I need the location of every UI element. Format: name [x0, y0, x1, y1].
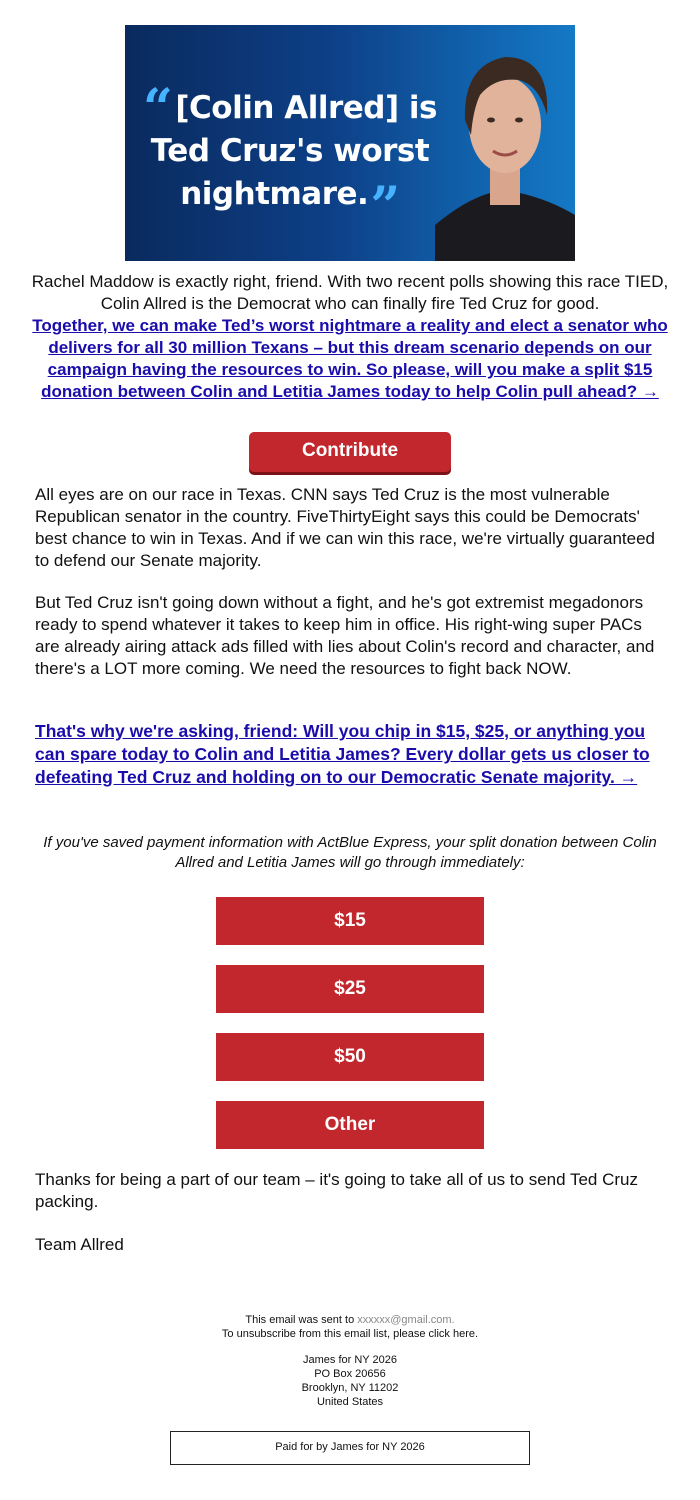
intro-section [30, 271, 670, 403]
intro-text: Rachel Maddow is exactly right, friend. With two recent polls showing this race TIED, Colin Allred is the Democrat who can finally fire Ted Cruz for good. [31, 272, 669, 313]
closing-signoff: Team Allred [35, 1235, 124, 1254]
recipient-email: xxxxxx@gmail.com. [357, 1314, 455, 1326]
paid-for-box: Paid for by James for NY 2026 [170, 1431, 530, 1465]
chip-in-link[interactable]: That's why we're asking, friend: Will you chip in $15, $25, or anything you can spare today to Colin and Letitia James? Every dollar gets us closer to defeating Ted Cruz and holding on to our Democratic Senate majority. → [35, 721, 650, 787]
address-line-2: Brooklyn, NY 11202 [301, 1382, 399, 1394]
hero-quote-line1: [Colin Allred] is [175, 90, 438, 126]
address-line-1: PO Box 20656 [314, 1368, 386, 1380]
unsubscribe-link[interactable]: To unsubscribe from this email list, please click here. [221, 1328, 479, 1340]
footer-address [0, 1353, 700, 1409]
close-quote-mark: ” [370, 176, 400, 237]
org-name: James for NY 2026 [303, 1354, 397, 1366]
address-country: United States [316, 1396, 384, 1408]
donate-25-button[interactable]: $25 [216, 965, 484, 1013]
donate-50-button[interactable]: $50 [216, 1033, 484, 1081]
sent-to-line [0, 1313, 700, 1327]
sent-to-prefix: This email was sent to [245, 1314, 358, 1326]
actblue-express-note: If you've saved payment information with ActBlue Express, your split donation between Colin Allred and Letitia James will go through immediately: [43, 834, 657, 871]
body-paragraph-3 [35, 720, 667, 789]
closing-thanks: Thanks for being a part of our team – it's going to take all of us to send Ted Cruz packing. [35, 1170, 638, 1211]
hero-quote [125, 78, 455, 237]
speaker-portrait [435, 25, 575, 261]
hero-quote-line3: nightmare. [180, 176, 369, 212]
donate-other-button[interactable]: Other [216, 1101, 484, 1149]
footer-notice [0, 1313, 700, 1341]
hero-image[interactable] [125, 25, 575, 261]
donate-15-button[interactable]: $15 [216, 897, 484, 945]
intro-donate-link[interactable]: Together, we can make Ted’s worst nightmare a reality and elect a senator who delivers for all 30 million Texans – but this dream scenario depends on our campaign having the resources to win. So please, will you make a split $15 donation between Colin and Letitia James today to help Colin pull ahead? → [32, 316, 668, 401]
hero-quote-line2: Ted Cruz's worst [150, 133, 430, 169]
contribute-button[interactable]: Contribute [249, 432, 451, 472]
body-paragraph-1: All eyes are on our race in Texas. CNN says Ted Cruz is the most vulnerable Republican senator in the country. FiveThirtyEight says this could be Democrats' best chance to win in Texas. And if we can win this race, we're virtually guaranteed to defend our Senate majority. [35, 485, 655, 570]
body-paragraph-2: But Ted Cruz isn't going down without a fight, and he's got extremist megadonors ready to spend whatever it takes to keep him in office. His right-wing super PACs are already airing attack ads filled with lies about Colin's record and character, and there's a LOT more coming. We need the resources to fight back NOW. [35, 593, 655, 678]
open-quote-mark: “ [142, 78, 173, 139]
